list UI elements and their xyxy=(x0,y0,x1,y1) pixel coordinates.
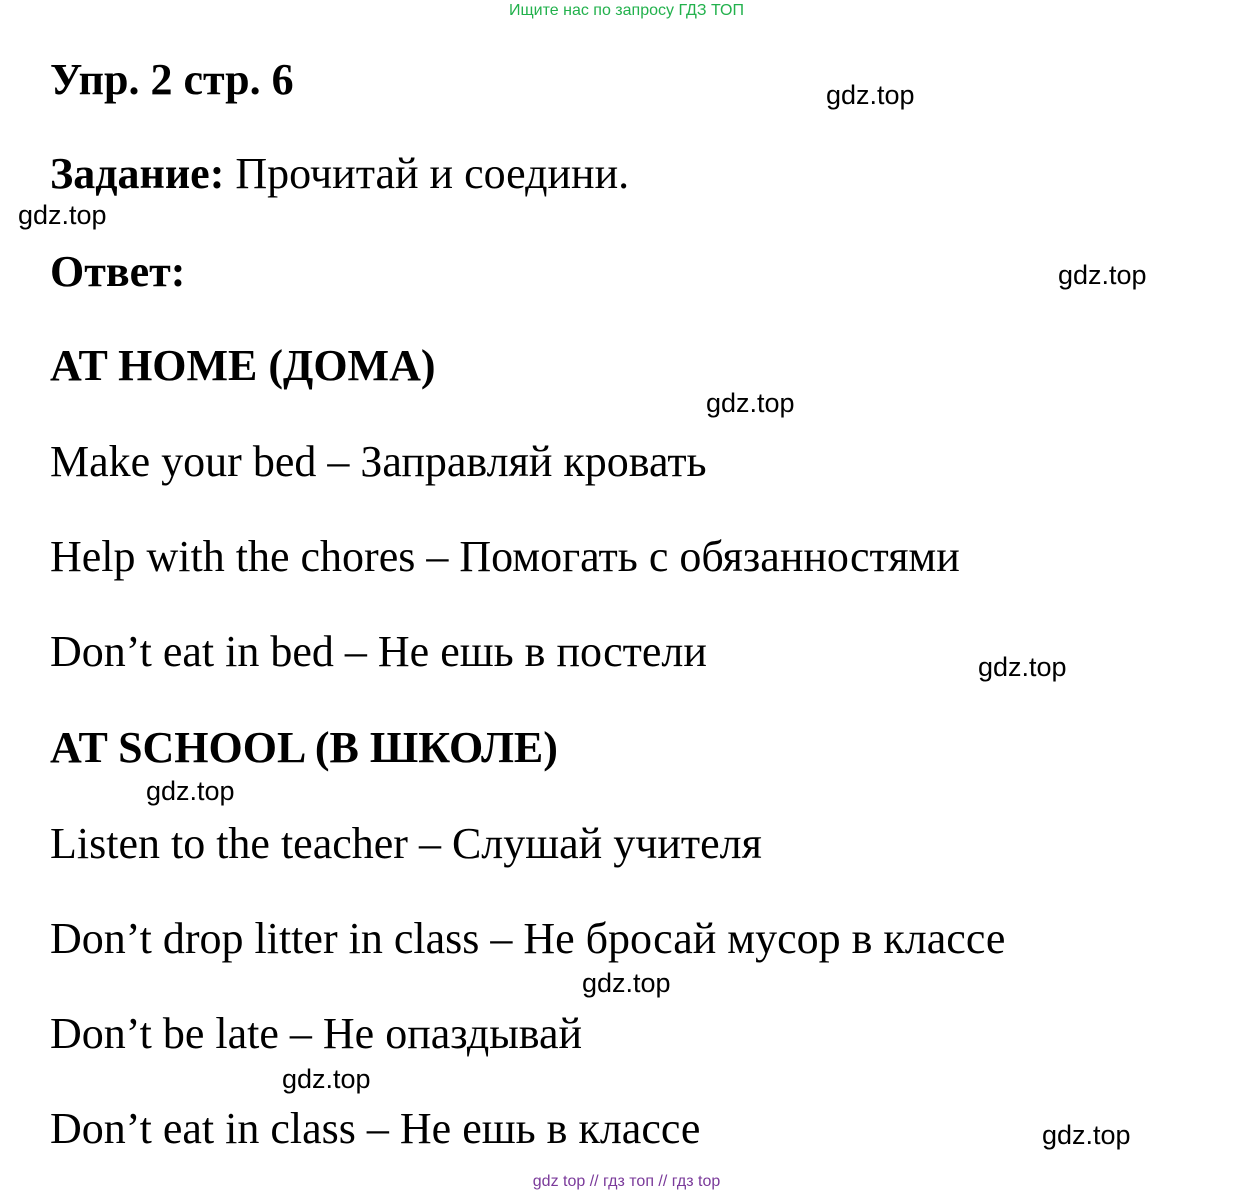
task-text: Прочитай и соедини. xyxy=(224,149,630,198)
rule-item: Don’t eat in class – Не ешь в классе xyxy=(50,1104,701,1153)
exercise-title: Упр. 2 стр. 6 xyxy=(50,55,294,104)
watermark: gdz.top xyxy=(1058,260,1147,290)
rule-item: Don’t eat in bed – Не ешь в постели xyxy=(50,627,707,676)
watermark: gdz.top xyxy=(706,388,795,418)
watermark: gdz.top xyxy=(582,968,671,998)
answer-label: Ответ: xyxy=(50,247,186,296)
footer-watermark: gdz top // гдз топ // гдз top xyxy=(532,1173,721,1190)
task-label: Задание: xyxy=(50,149,225,198)
rule-item: Make your bed – Заправляй кровать xyxy=(50,437,707,486)
watermark: gdz.top xyxy=(1042,1120,1131,1150)
rule-item: Help with the chores – Помогать с обязанностями xyxy=(50,532,960,581)
watermark: gdz.top xyxy=(826,80,915,110)
watermark: gdz.top xyxy=(282,1064,371,1094)
section-heading-school: AT SCHOOL (В ШКОЛЕ) xyxy=(50,723,558,772)
watermark: gdz.top xyxy=(18,200,107,230)
rule-item: Don’t drop litter in class – Не бросай мусор в классе xyxy=(50,914,1006,963)
task-line xyxy=(50,149,630,198)
rule-item: Don’t be late – Не опаздывай xyxy=(50,1009,583,1058)
watermark: gdz.top xyxy=(146,776,235,806)
watermark: gdz.top xyxy=(978,652,1067,682)
section-heading-home: AT HOME (ДОМА) xyxy=(50,341,436,390)
search-banner: Ищите нас по запросу ГДЗ ТОП xyxy=(509,2,744,19)
rule-item: Listen to the teacher – Слушай учителя xyxy=(50,819,762,868)
